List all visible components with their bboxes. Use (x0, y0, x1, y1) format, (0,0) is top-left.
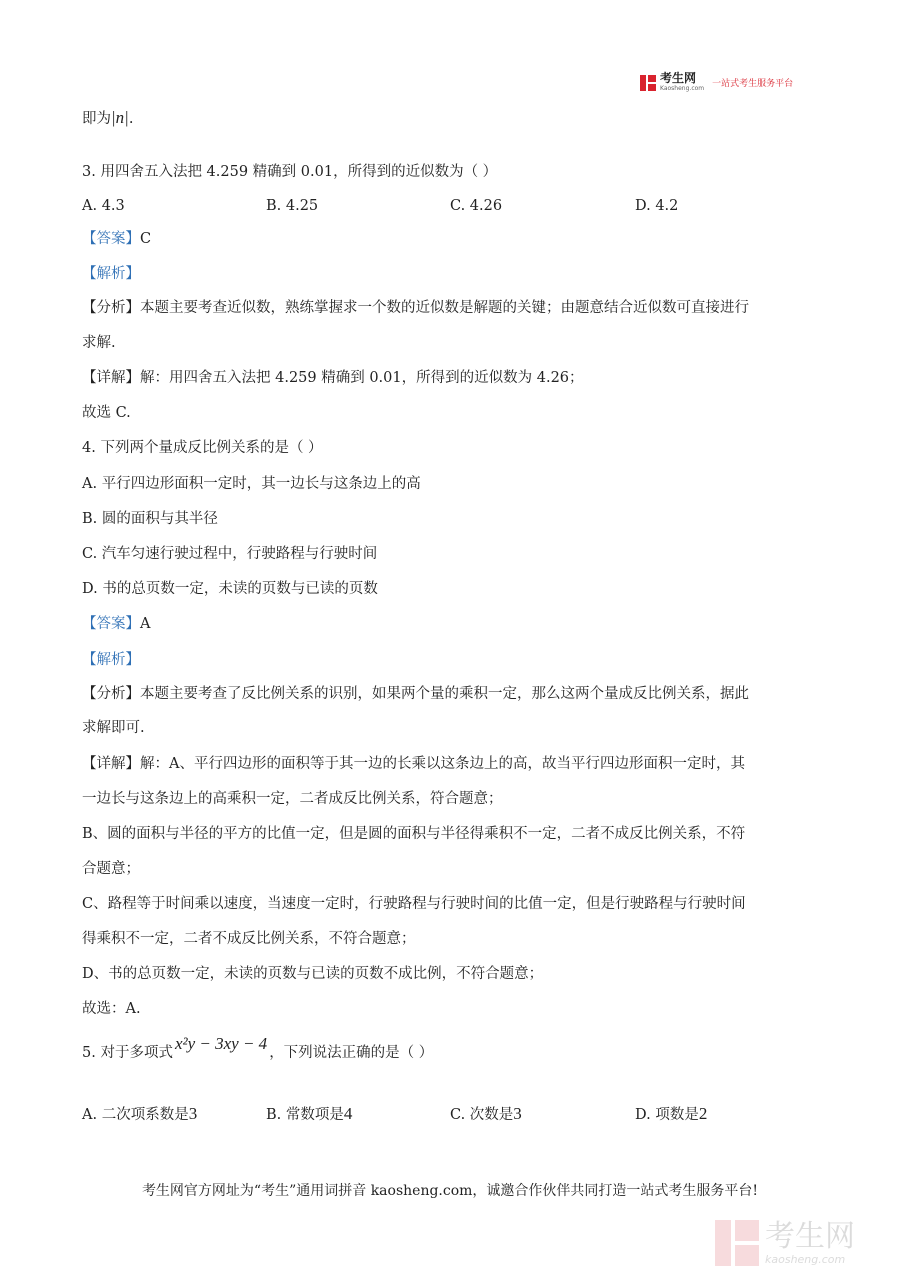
q4-option-c: C. 汽车匀速行驶过程中，行驶路程与行驶时间 (82, 546, 378, 562)
q3-option-c: C. 4.26 (450, 198, 503, 214)
q4-b-2: 合题意； (82, 861, 140, 877)
q5-option-a (82, 1104, 197, 1125)
watermark (715, 1220, 855, 1266)
q3-xiangjie: 【详解】解：用四舍五入法把 4.259 精确到 0.01，所得到的近似数为 4.26； (82, 370, 584, 386)
q3-choose: 故选 C. (82, 405, 131, 421)
q5-stem-pre: 5. 对于多项式 (82, 1045, 173, 1061)
intro-text: 即为 (82, 111, 111, 127)
q5-polynomial: x²y − 3xy − 4 (174, 1034, 268, 1053)
logo-domain: Kaosheng.com (660, 85, 705, 92)
watermark-domain: kaosheng.com (765, 1252, 846, 1266)
q4-option-b: B. 圆的面积与其半径 (82, 511, 218, 527)
q5-option-b (266, 1104, 352, 1125)
header-logo (640, 72, 793, 93)
q4-option-a: A. 平行四边形面积一定时，其一边长与这条边上的高 (82, 476, 421, 492)
watermark-logo-icon (715, 1220, 759, 1266)
watermark-name: 考生网 (765, 1218, 855, 1254)
q4-d-1: D、书的总页数一定，未读的页数与已读的页数不成比例，不符合题意； (82, 966, 544, 982)
q4-answer (82, 614, 150, 634)
q5-option-a-text: A. 二次项系数是 (82, 1107, 189, 1123)
q3-fenxi-2: 求解. (82, 335, 116, 351)
q5-option-a-value: 3 (188, 1104, 198, 1123)
q3-analysis-tag: 【解析】 (82, 266, 140, 282)
intro-math: |n| (111, 108, 129, 127)
q5-option-b-value: 4 (343, 1104, 353, 1123)
q4-answer-value: A (140, 616, 151, 632)
q3-answer-tag: 【答案】 (82, 231, 140, 247)
q3-option-d: D. 4.2 (635, 198, 679, 214)
kaosheng-logo-icon (640, 75, 656, 91)
q4-xiangjie-1: 【详解】解：A、平行四边形的面积等于其一边的长乘以这条边上的高，故当平行四边形面积一定时，其 (82, 756, 745, 772)
q4-fenxi-2: 求解即可. (82, 720, 145, 736)
q5-option-d-value: 2 (698, 1104, 708, 1123)
q5-option-b-text: B. 常数项是 (266, 1107, 344, 1123)
page-footer: 考生网官方网址为“考生”通用词拼音 kaosheng.com，诚邀合作伙伴共同打造一站式考生服务平台! (141, 1183, 759, 1199)
q4-stem: 4. 下列两个量成反比例关系的是（ ） (82, 440, 323, 456)
q4-analysis-tag: 【解析】 (82, 652, 140, 668)
q4-answer-tag: 【答案】 (82, 616, 140, 632)
q3-stem: 3. 用四舍五入法把 4.259 精确到 0.01，所得到的近似数为（ ） (82, 164, 498, 180)
q4-xiangjie-2: 一边长与这条边上的高乘积一定，二者成反比例关系，符合题意； (82, 791, 503, 807)
intro-suffix: . (128, 111, 134, 127)
q5-option-d (635, 1104, 707, 1125)
intro-line (82, 108, 133, 129)
q5-option-d-text: D. 项数是 (635, 1107, 699, 1123)
q5-option-c-text: C. 次数是 (450, 1107, 514, 1123)
q4-fenxi-1: 【分析】本题主要考查了反比例关系的识别，如果两个量的乘积一定，那么这两个量成反比例关系，据此 (82, 686, 749, 702)
q5-option-c-value: 3 (513, 1104, 522, 1123)
q4-c-1: C、路程等于时间乘以速度，当速度一定时，行驶路程与行驶时间的比值一定，但是行驶路程与行驶时间 (82, 896, 746, 912)
logo-name: 考生网 (660, 71, 697, 85)
q4-option-d: D. 书的总页数一定，未读的页数与已读的页数 (82, 581, 378, 597)
q3-answer-value: C (140, 231, 152, 247)
q3-option-a: A. 4.3 (82, 198, 125, 214)
q4-c-2: 得乘积不一定，二者不成反比例关系，不符合题意； (82, 931, 416, 947)
q3-fenxi-1: 【分析】本题主要考查近似数，熟练掌握求一个数的近似数是解题的关键；由题意结合近似数可直接进行 (82, 300, 749, 316)
q5-stem (82, 1034, 434, 1063)
q5-option-c (450, 1104, 522, 1125)
q5-stem-post: ，下列说法正确的是（ ） (269, 1045, 434, 1061)
header-slogan: 一站式考生服务平台 (712, 79, 794, 89)
q3-answer (82, 229, 151, 249)
q3-option-b: B. 4.25 (266, 198, 319, 214)
q4-b-1: B、圆的面积与半径的平方的比值一定，但是圆的面积与半径得乘积不一定，二者不成反比例关系，不符 (82, 826, 746, 842)
q4-choose: 故选：A. (82, 1001, 141, 1017)
